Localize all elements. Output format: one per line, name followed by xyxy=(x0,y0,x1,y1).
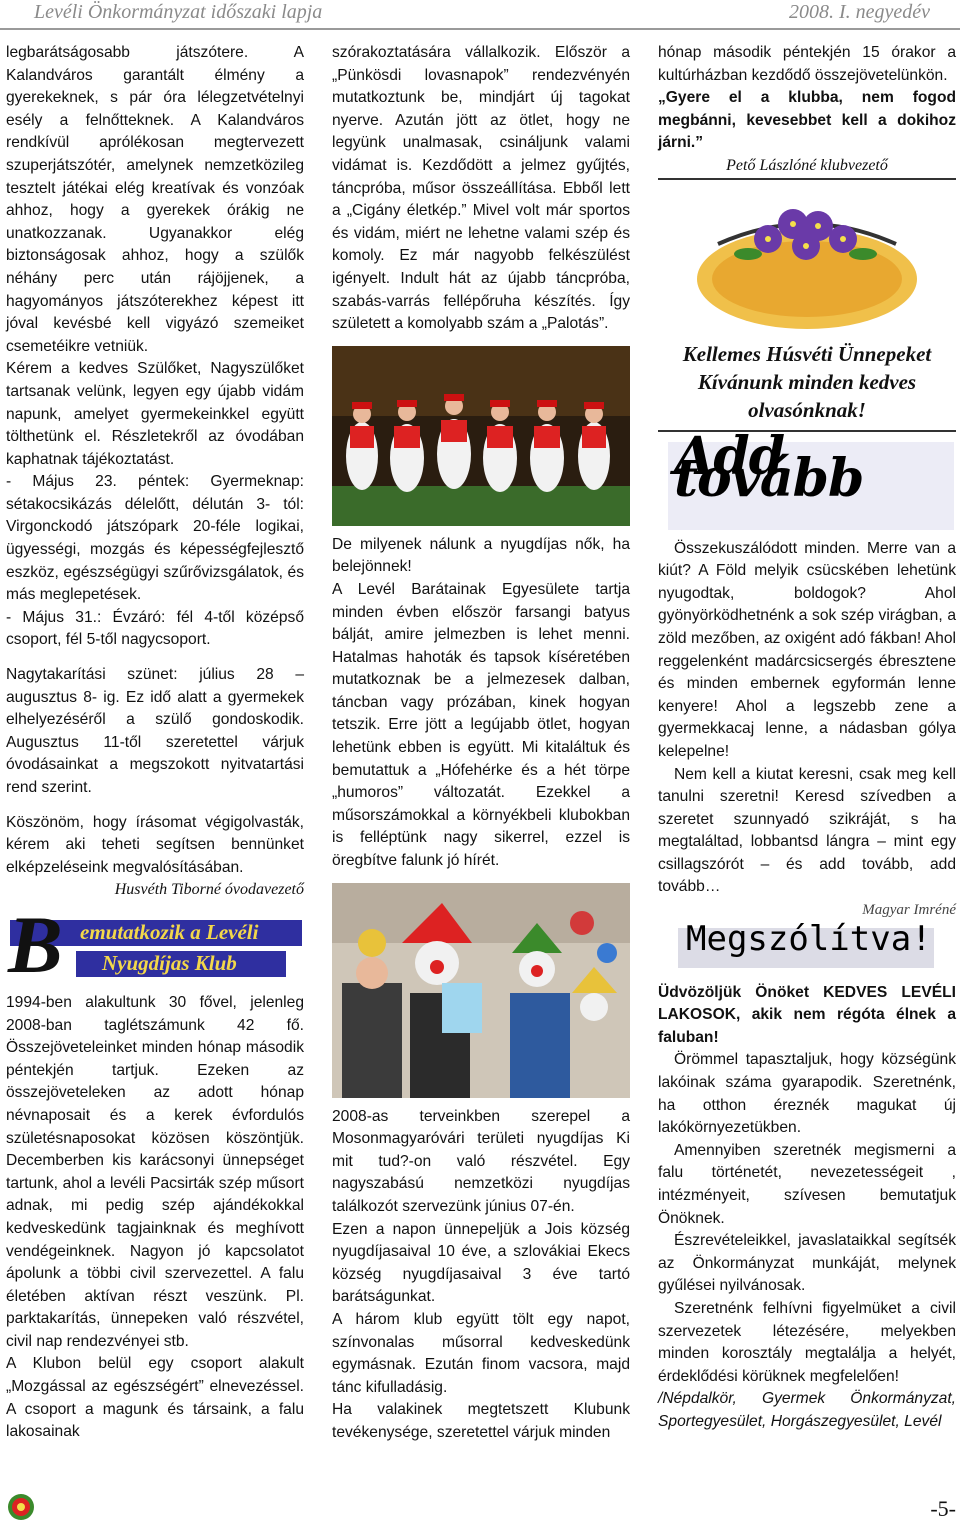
col3-paragraph-1: hónap második péntekjén 15 órakor a kultúrházban kezdődő összejövetelünkön. xyxy=(658,44,956,84)
col3-signature-author: Magyar Imréné xyxy=(862,902,956,919)
dance-group-photo xyxy=(332,346,630,526)
col2-paragraph-3: A Levél Barátainak Egyesülete tartja minden évben először farsangi batyus bálját, amire jelmezben is lehet menni. Hatalmas hahoták és tapsok kíséretében mutatkoznak be a jelmezesek dalban, táncban vagy prózában, kinek hogyan tetszik. Erre jött a legújabb ötlet, hogyan lehetünk ebben is együtt. Mi kitaláltuk és bemutattuk a „Hófehérke és a hét törpe „humoros” változatát. Ezekkel a műsorszámokkal a környékbeli klubokban is felléptünk nagy sikerrel, ezzel is öregbítve falunk jó hírét. xyxy=(332,580,630,870)
banner-line-1: emutatkozik a Levéli xyxy=(80,919,259,944)
page-number: -5- xyxy=(930,1496,956,1521)
col1-paragraph-6: Köszönöm, hogy írásomat végigolvasták, kérem aki teheti segítsen bennünket elképzeléseink megvalósításában. xyxy=(6,813,304,876)
megszolitva-heading-box xyxy=(678,918,934,968)
col2-paragraph-2: De milyenek nálunk a nyugdíjas nők, ha belejönnek! xyxy=(332,535,630,576)
col3-paragraph-6: Örömmel tapasztaljuk, hogy községünk lakóinak száma gyarapodik. Szeretnénk, ha otthon éreznék magukat új lakókörnyezetükben. xyxy=(658,1051,956,1137)
col1-paragraph-5: Nagytakarítási szünet: július 28 – augusztus 8- ig. Ez idő alatt a gyermekek elhelyezéséről a szülő gondoskodik. Augusztus 11-től szeretettel várjuk óvodásainkat a megszokott nyitvatartási rend szerint. xyxy=(6,666,304,796)
page-header xyxy=(0,0,960,30)
add-tovabb-heading: Add tovább xyxy=(674,425,864,510)
column-1 xyxy=(6,42,304,1444)
col3-paragraph-8: Észrevételeikkel, javaslataikkal segítsék az Önkormányzat munkáját, melynek gyűlései nyilvánosak. xyxy=(658,1232,956,1295)
col2-paragraph-1: szórakoztatására vállalkozik. Először a „Pünkösdi lovasnapok” rendezvényén mutatkoztunk be, mindjárt új tagokat nyerve. Azután jött az ötlet, hogy ne legyünk unalmasak, csináljunk valami vidámat is. Kezdődött a jelmez gyűjtés, táncpróba, műsor összeállítása. Ebből lett a „Cigány életkép.” Mivel volt már sportos és vidám, miért ne lehetne valami szép és komoly. Ez már nagyobb felkészülést igényelt. Indult hát az újabb táncpróba, szabás-varrás fellépőruha készítés. Így született a komolyabb szám a „Palotás”. xyxy=(332,44,630,333)
banner-line-2: Nyugdíjas Klub xyxy=(102,950,237,975)
dance-group-illustration xyxy=(332,346,630,526)
easter-flower-image xyxy=(658,184,956,334)
violet-basket-icon xyxy=(658,184,956,334)
col1-paragraph-3: - Május 23. péntek: Gyermeknap: sétakocsikázás délelőtt, délután 3- tól: Virgonckodó játszópark 20-féle logikai, ügyességi, mozgás és képességfejlesztő eszköz, egészségügyi szűrővizsgálatok, és más meglepetések. xyxy=(6,473,304,604)
col3-signature-club: Pető Lászlóné klubvezető xyxy=(658,155,956,180)
banner-initial: B xyxy=(8,898,63,990)
carnival-illustration xyxy=(332,883,630,1098)
col3-paragraph-5: Üdvözöljük Önöket KEDVES LEVÉLI LAKOSOK, akik nem régóta élnek a faluban! xyxy=(658,983,956,1046)
col1-paragraph-7: 1994-ben alakultunk 30 fővel, jelenleg 2008-ban taglétszámunk 42 fő. Összejöveteleinket minden hónap második péntekjén tartjuk. Ezeken az összejöveteleken az adott hónap névnaposait és a kerek évfordulós születésnaposokat közösen köszöntjük. Decemberben kis karácsonyi ünnepséget tartunk, ahol a levéli Pacsirták szép műsort adnak, mi pedig szép ajándékokkal kedveskedünk tagjainknak és meghívott vendégeinknek. Nagyon jó kapcsolatot ápolunk a többi civil szervezettel. A falu életében aktívan részt veszünk. Pl. parktakarítás, ünnepeken való részvétel, civil nap rendezvényei stb. xyxy=(6,993,304,1350)
col1-paragraph-8: A Klubon belül egy csoport alakult „Mozgással az egészségért” elnevezéssel. A csoport a magunk és társaink, a falu lakosainak xyxy=(6,1355,304,1441)
col3-paragraph-9: Szeretnénk felhívni figyelmüket a civil szervezetek létezésére, melyekben minden korosztály megtalálja a helyét, érdeklődési körüknek megfelelően! xyxy=(658,1299,956,1385)
col3-quote: „Gyere el a klubba, nem fogod megbánni, kevesebbet kell a dokihoz járni.” xyxy=(658,89,956,152)
header-issue-date: 2008. I. negyedév xyxy=(788,1,930,23)
col2-paragraph-6: A három klub együtt tölt egy napot, színvonalas műsorral kedveskedünk egymásnak. Ezután finom vacsora, majd tánc kifulladásig. xyxy=(332,1310,630,1396)
village-crest-icon xyxy=(6,1492,36,1522)
col1-paragraph-1: legbarátságosabb játszótere. A Kalandváros garantált élmény a gyerekeknek, s pár óra lélegzetvételnyi esély a felnőtteknek. A Kalandváros rendkívül aprólékosan megtervezett szuperjátszótér, amelynek nemzetközileg tesztelt játékai elég kreatívak és vonzóak ahhoz, hogy a gyerekek órákig ne unatkozzanak. Ugyanakkor elég biztonságosak ahhoz, hogy a szülők néhány perc után rájöjjenek, a hagyományos játszóterekhez képest itt jóval kevésbé kell vigyázó szemeiket csemetéikre vetniük. xyxy=(6,44,304,355)
col2-paragraph-5: Ezen a napon ünnepeljük a Jois község nyugdíjasaival 10 éve, a szlovákiai Ekecs község nyugdíjasaival 3 éve tartó barátságunkat. xyxy=(332,1220,630,1306)
add-tovabb-heading-box xyxy=(668,425,954,530)
col1-signature: Husvéth Tiborné óvodavezető xyxy=(114,881,304,899)
header-publication-title: Levéli Önkormányzat időszaki lapja xyxy=(34,1,323,23)
col3-paragraph-3: Összekuszálódott minden. Merre van a kiút? A Föld melyik csücskében lehetünk nyugodtak, boldogok? Ahol gyönyörködhetnénk a sok szép virágban, a zöld mezőben, az oxigént adó fákban! Ahol reggelenként madárcsicsergés ébresztene és minden embernek egyformán lenne kenyere! Ahol a legszebb zene a gyermekkacaj lenne, a nádasban gólya kelepelne! xyxy=(658,539,956,760)
col2-paragraph-7: Ha valakinek megtetszett Klubunk tevékenysége, szeretettel várjuk minden xyxy=(332,1401,630,1441)
carnival-costume-photo xyxy=(332,883,630,1098)
megszolitva-heading: Megszólítva! xyxy=(686,918,932,959)
col1-paragraph-2: Kérem a kedves Szülőket, Nagyszülőket tartsanak velünk, legyen egy újabb vidám napunk, amelyet gyermekeinkkel együtt tölthetünk el. Részletekről az óvodában kaphatnak tájékoztatást. xyxy=(6,360,304,468)
col3-paragraph-10: /Népdalkör, Gyermek Önkormányzat, Sportegyesület, Horgászegyesület, Levél xyxy=(658,1390,956,1430)
easter-greeting: Kellemes Húsvéti Ünnepeket Kívánunk minden kedves olvasónknak! xyxy=(682,341,932,422)
column-2 xyxy=(332,42,630,1445)
col2-paragraph-4: 2008-as terveinkben szerepel a Mosonmagyaróvári területi nyugdíjas Ki mit tud?-on való részvétel. Egy nagyszabású nemzetközi nyugdíjas találkozót szervezünk június 07-én. xyxy=(332,1107,630,1215)
col3-paragraph-4: Nem kell a kiutat keresni, csak meg kell tanulni szeretni! Keresd szívedben a szeretet szunnyadó szikráját, s ha megtaláltad, lobbantsd lángra – mint egy csillagszórót – és add tovább, add tovább… xyxy=(658,765,956,896)
club-banner xyxy=(6,898,304,990)
col1-paragraph-4: - Május 31.: Évzáró: fél 4-től középső csoport, fél 5-től nagycsoport. xyxy=(6,608,304,649)
column-3 xyxy=(658,42,956,1434)
col3-paragraph-7: Amennyiben szeretnék megismerni a falu történetét, nevezetességeit , intézményeit, szívesen bemutatjuk Önöknek. xyxy=(658,1141,956,1227)
